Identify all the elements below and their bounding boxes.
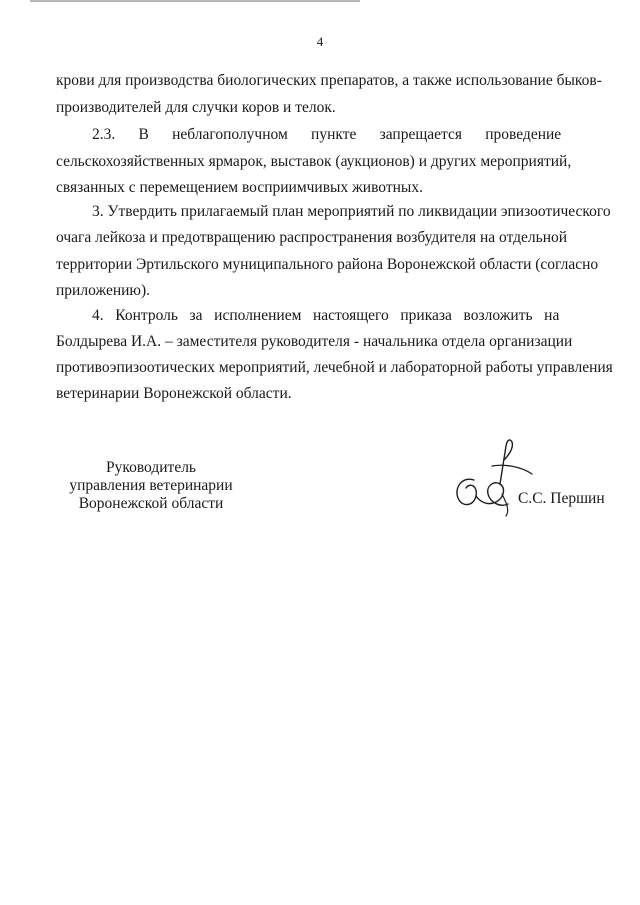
signatory-title-line-3: Воронежской области <box>78 495 224 512</box>
paragraph-3-line-2: очага лейкоза и предотвращению распространения возбудителя на отдельной <box>56 229 568 246</box>
paragraph-3-line-1: 3. Утвердить прилагаемый план мероприятий по ликвидации эпизоотического <box>92 203 611 220</box>
paragraph-2-3-line-3: связанных с перемещением восприимчивых животных. <box>56 179 423 196</box>
paragraph-1-line-2: производителей для случки коров и телок. <box>56 99 336 116</box>
signatory-title-line-1: Руководитель <box>105 459 197 476</box>
paragraph-3-line-4: приложению). <box>56 282 151 299</box>
paragraph-4-line-4: ветеринарии Воронежской области. <box>56 385 292 402</box>
paragraph-4-line-2: Болдырева И.А. – заместителя руководителя - начальника отдела организации <box>56 333 573 350</box>
paragraph-4-line-3: противоэпизоотических мероприятий, лечебной и лабораторной работы управления <box>56 359 613 376</box>
signer-name: С.С. Першин <box>518 490 605 507</box>
paragraph-2-3-line-1: 2.3. В неблагополучном пункте запрещается проведение <box>92 126 562 143</box>
page-number: 4 <box>316 34 324 49</box>
paragraph-2-3-line-2: сельскохозяйственных ярмарок, выставок (аукционов) и других мероприятий, <box>56 153 572 170</box>
signatory-title <box>56 459 246 513</box>
signatory-title-line-2: управления ветеринарии <box>69 477 233 494</box>
paragraph-4-line-1: 4. Контроль за исполнением настоящего приказа возложить на <box>92 307 560 324</box>
scan-top-edge <box>30 0 360 2</box>
paragraph-3-line-3: территории Эртильского муниципального района Воронежской области (согласно <box>56 256 599 273</box>
paragraph-1-line-1: крови для производства биологических препаратов, а также использование быков- <box>56 72 602 89</box>
